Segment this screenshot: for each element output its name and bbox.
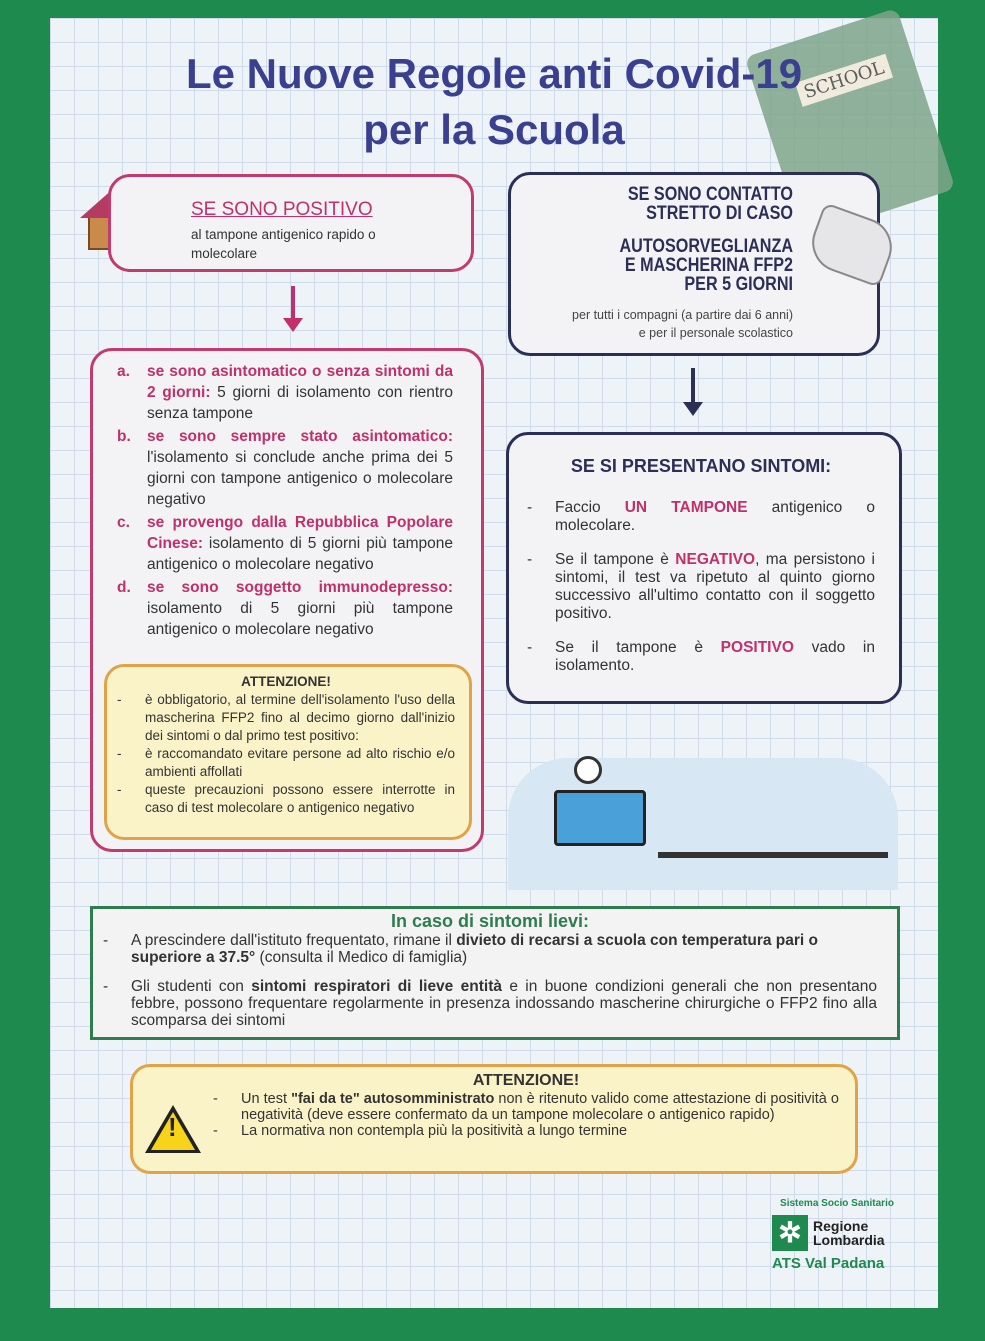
contact-rule-2: E MASCHERINA FFP2 <box>624 255 793 276</box>
list-item: - è raccomandato evitare persone ad alto rischio e/o ambienti affollati <box>117 746 455 779</box>
mild-symptoms-heading: In caso di sintomi lievi: <box>390 911 590 931</box>
arrow-down-icon <box>691 368 695 404</box>
positive-cases-list <box>117 361 453 640</box>
list-item: - queste precauzioni possono essere interrotte in caso di test molecolare o antigenico negativo <box>117 782 455 815</box>
logo-ats: ATS Val Padana <box>772 1255 885 1272</box>
logo-tagline: Sistema Socio Sanitario <box>780 1198 894 1209</box>
list-item: - Se il tampone è POSITIVO vado in isolamento. <box>527 639 876 674</box>
contact-note-2: e per il personale scolastico <box>638 326 793 340</box>
list-item: - Se il tampone è NEGATIVO, ma persistono i sintomi, il test va ripetuto al quinto giorno successivo all'ultimo contatto con il soggetto positivo. <box>527 551 876 622</box>
list-item: - Un test "fai da te" autosomministrato non è ritenuto valido come attestazione di positività o negatività (deve essere confermato da un tampone molecolare o antigenico rapido) <box>213 1091 839 1123</box>
poster <box>50 18 938 1308</box>
contact-note: per tutti i compagni (a partire dai 6 anni) <box>572 308 793 322</box>
book-label: SCHOOL <box>795 54 893 107</box>
blackboard <box>554 790 646 846</box>
classroom-illustration <box>508 758 898 890</box>
desks <box>658 852 888 858</box>
warning-title: ATTENZIONE! <box>472 1072 580 1089</box>
list-item: b. se sono sempre stato asintomatico: l'isolamento si conclude anche prima dei 5 giorni con tampone antigenico o molecolare negativo <box>117 428 453 508</box>
list-item: - Gli studenti con sintomi respiratori di lieve entità e in buone condizioni generali che non presentano febbre, possono frequentare regolarmente in presenza indossando mascherine chirurgiche o FFP2 fino alla scomparsa dei sintomi <box>103 978 877 1029</box>
contact-rule-3: PER 5 GIORNI <box>684 274 793 295</box>
clock-icon <box>574 756 602 784</box>
list-item: - è obbligatorio, al termine dell'isolamento l'uso della mascherina FFP2 fino al decimo giorno dall'inizio dei sintomi o dal primo test positivo: <box>117 692 455 743</box>
attention-box-isolation <box>104 664 472 840</box>
contact-rule: AUTOSORVEGLIANZA <box>619 236 793 257</box>
mild-symptoms-box <box>90 906 900 1040</box>
list-item: - A prescindere dall'istituto frequentato, rimane il divieto di recarsi a scuola con temperatura pari o superiore a 37.5° (consulta il Medico di famiglia) <box>103 932 818 966</box>
exclamation-mark: ! <box>168 1112 177 1142</box>
lombardia-rose-icon: ✲ <box>772 1215 808 1251</box>
positive-subtitle: al tampone antigenico rapido o molecolare <box>191 227 376 261</box>
contact-heading: SE SONO CONTATTO <box>627 184 793 205</box>
logo-name-2: Lombardia <box>813 1232 885 1248</box>
positive-header-box <box>108 174 474 272</box>
list-item: c. se provengo dalla Repubblica Popolare Cinese: isolamento di 5 giorni più tampone antigenico o molecolare negativo <box>117 514 453 573</box>
contact-heading-2: STRETTO DI CASO <box>646 203 793 224</box>
self-test-warning-box <box>130 1064 858 1174</box>
arrow-down-icon <box>291 286 295 320</box>
list-item: d. se sono soggetto immunodepresso: isolamento di 5 giorni più tampone antigenico o molecolare negativo <box>117 579 453 638</box>
page-title: Le Nuove Regole anti Covid-19 per la Scuola <box>185 50 803 153</box>
logo-name: Regione <box>813 1218 869 1234</box>
positive-heading: SE SONO POSITIVO <box>191 199 373 220</box>
list-item: - La normativa non contempla più la positività a lungo termine <box>213 1123 628 1139</box>
list-item: a. se sono asintomatico o senza sintomi da 2 giorni: 5 giorni di isolamento con rientro senza tampone <box>117 363 453 422</box>
attention-title: ATTENZIONE! <box>241 674 331 689</box>
symptoms-heading: SE SI PRESENTANO SINTOMI: <box>570 456 832 476</box>
list-item: - Faccio UN TAMPONE antigenico o molecolare. <box>527 499 876 534</box>
regione-lombardia-logo <box>772 1198 902 1272</box>
symptoms-box <box>506 432 902 704</box>
